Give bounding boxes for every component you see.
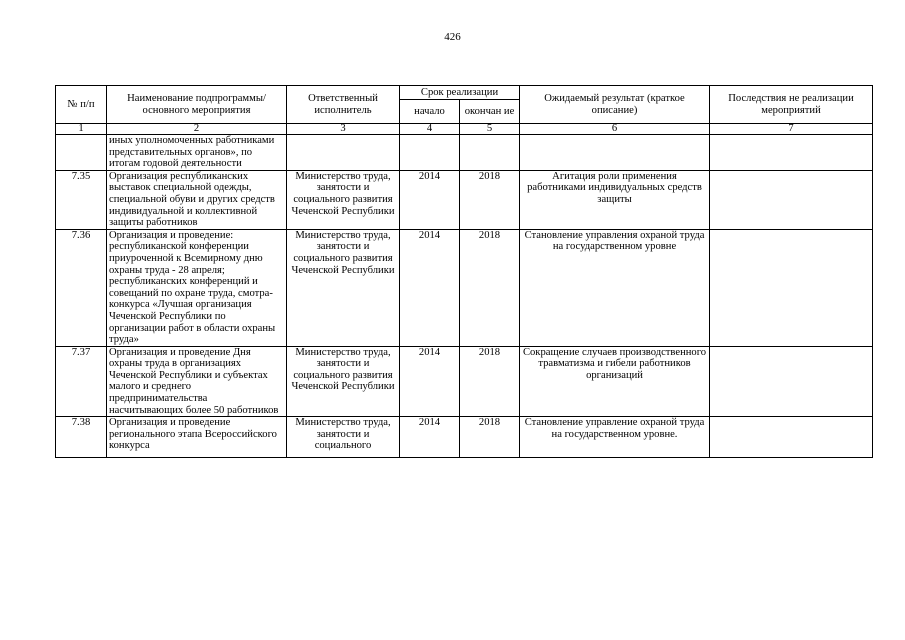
- activity-name: Организация и проведение регионального этапа Всероссийского конкурса: [107, 417, 287, 458]
- table-row: [56, 170, 873, 229]
- table-row: [56, 229, 873, 346]
- expected-result: Становление управление охраной труда на государственном уровне.: [520, 417, 710, 458]
- row-number: [56, 135, 107, 171]
- end-year: 2018: [460, 170, 520, 229]
- executor: [287, 135, 400, 171]
- executor: Министерство труда, занятости и социального развития Чеченской Республики: [287, 229, 400, 346]
- start-year: 2014: [400, 170, 460, 229]
- table-row: [56, 135, 873, 171]
- column-number: 7: [710, 124, 873, 135]
- consequences: [710, 417, 873, 458]
- header-result: Ожидаемый результат (краткое описание): [520, 86, 710, 124]
- expected-result: Становление управления охраной труда на государственном уровне: [520, 229, 710, 346]
- header-num: № п/п: [56, 86, 107, 124]
- column-number: 5: [460, 124, 520, 135]
- column-number: 3: [287, 124, 400, 135]
- expected-result: Сокращение случаев производственного травматизма и гибели работников организаций: [520, 346, 710, 417]
- consequences: [710, 346, 873, 417]
- table-row: [56, 346, 873, 417]
- consequences: [710, 135, 873, 171]
- column-number: 6: [520, 124, 710, 135]
- executor: Министерство труда, занятости и социального развития Чеченской Республики: [287, 170, 400, 229]
- activity-name: Организация и проведение Дня охраны труда в организациях Чеченской Республики и субъектах малого и среднего предпринимательства насчитывающих более 50 работников: [107, 346, 287, 417]
- expected-result: [520, 135, 710, 171]
- program-table: [55, 85, 873, 458]
- activity-name: Организация и проведение: республиканской конференции приуроченной к Всемирному дню охраны труда - 28 апреля; республиканских конференций и совещаний по охране труда, смотра-конкурса «Лучшая организация Чеченской Республики по организации работ в области охраны труда»: [107, 229, 287, 346]
- row-number: 7.37: [56, 346, 107, 417]
- row-number: 7.38: [56, 417, 107, 458]
- end-year: 2018: [460, 346, 520, 417]
- row-number: 7.36: [56, 229, 107, 346]
- header-consequences: Последствия не реализации мероприятий: [710, 86, 873, 124]
- column-number: 4: [400, 124, 460, 135]
- executor: Министерство труда, занятости и социального развития Чеченской Республики: [287, 346, 400, 417]
- header-name: Наименование подпрограммы/ основного мероприятия: [107, 86, 287, 124]
- start-year: 2014: [400, 346, 460, 417]
- header-end: окончан ие: [460, 100, 520, 124]
- expected-result: Агитация роли применения работниками индивидуальных средств защиты: [520, 170, 710, 229]
- header-executor: Ответственный исполнитель: [287, 86, 400, 124]
- table-row: [56, 417, 873, 458]
- start-year: 2014: [400, 417, 460, 458]
- column-number: 2: [107, 124, 287, 135]
- consequences: [710, 170, 873, 229]
- row-number: 7.35: [56, 170, 107, 229]
- header-start: начало: [400, 100, 460, 124]
- activity-name: иных уполномоченных работниками представительных органов», по итогам годовой деятельности: [107, 135, 287, 171]
- consequences: [710, 229, 873, 346]
- header-period: Срок реализации: [400, 86, 520, 100]
- page-number: 426: [444, 31, 461, 43]
- start-year: [400, 135, 460, 171]
- executor: Министерство труда, занятости и социального: [287, 417, 400, 458]
- end-year: 2018: [460, 229, 520, 346]
- column-number-row: [56, 124, 873, 135]
- end-year: 2018: [460, 417, 520, 458]
- activity-name: Организация республиканских выставок специальной одежды, специальной обуви и других средств индивидуальной и коллективной защиты работников: [107, 170, 287, 229]
- start-year: 2014: [400, 229, 460, 346]
- column-number: 1: [56, 124, 107, 135]
- end-year: [460, 135, 520, 171]
